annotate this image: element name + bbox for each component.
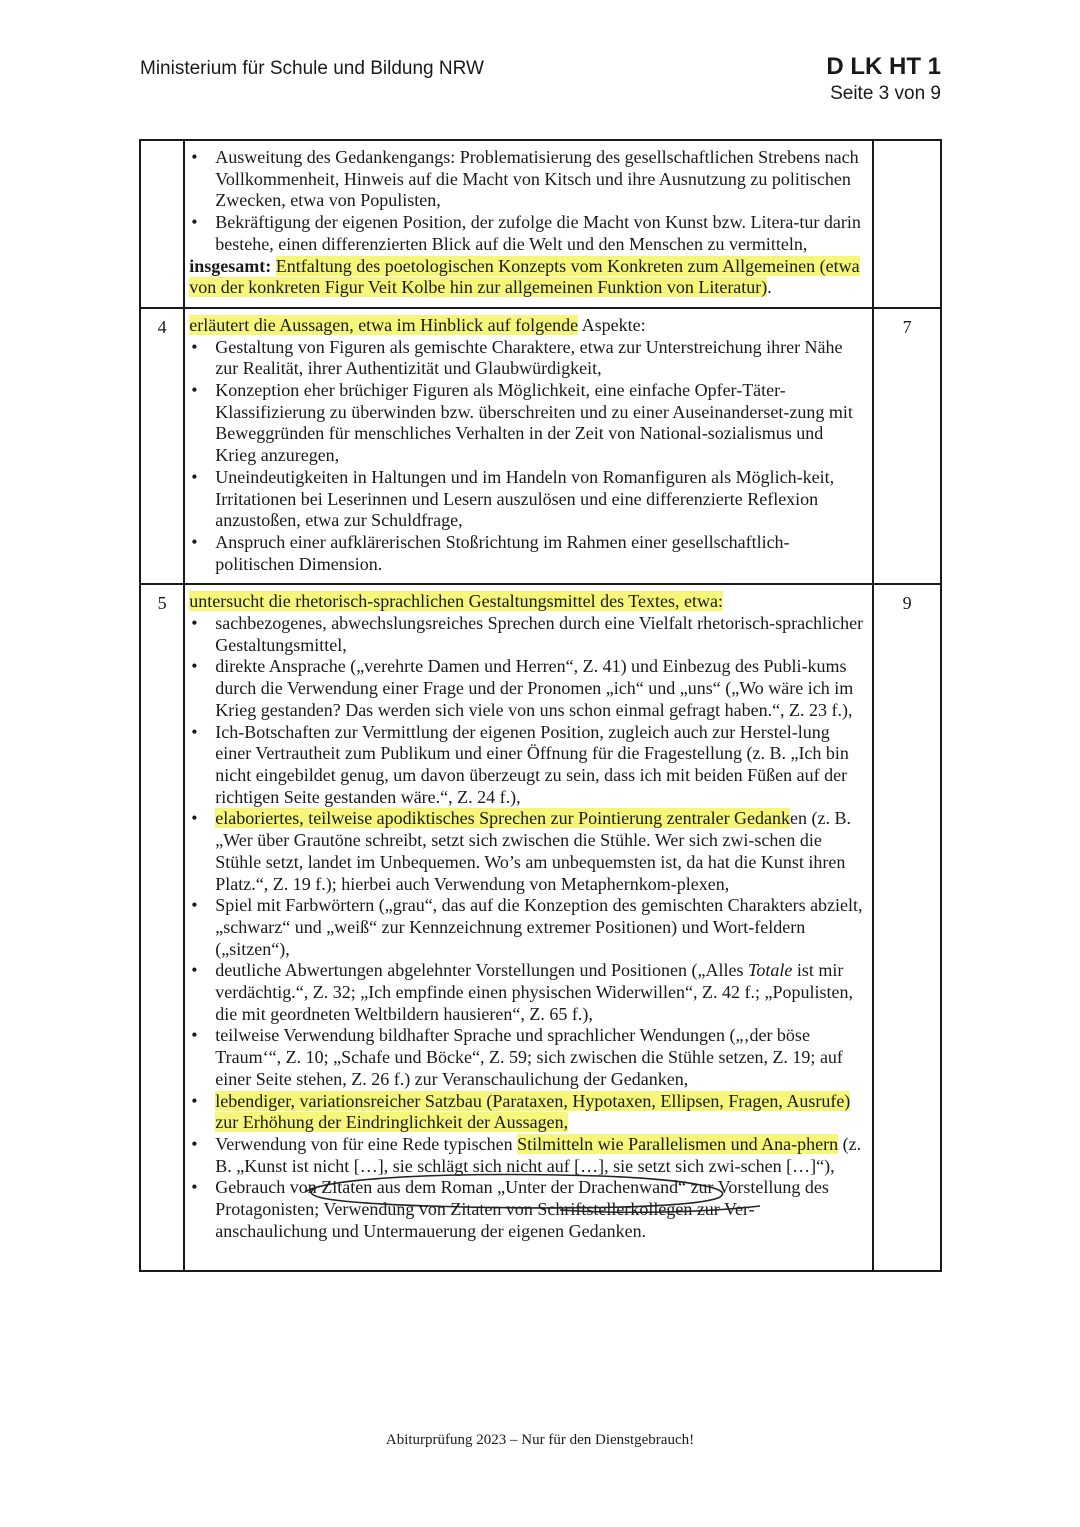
page-indicator: Seite 3 von 9 <box>830 83 941 104</box>
item-text: teilweise Verwendung bildhafter Sprache und sprachlicher Wendungen („‚der böse Traum‘“, Z. 10; „Schafe und Böcke“, Z. 59; sich zwischen die Stühle setzen, Z. 19; auf einer Seite stehen, Z. 26 f.) zur Veranschaulichung der Gedanken, <box>215 1025 843 1089</box>
requirement-cell <box>184 584 873 1271</box>
list-item <box>189 613 866 656</box>
table-row <box>140 140 941 308</box>
list-item <box>189 960 866 1025</box>
item-text: Spiel mit Farbwörtern („grau“, das auf die Konzeption des gemischten Charakters abzielt, „schwarz“ und „weiß“ zur Kennzeichnung extremer Positionen) und Wort-feldern („sitzen“), <box>215 895 863 959</box>
requirement-lead <box>189 591 866 613</box>
grading-table <box>139 139 942 1272</box>
item-text: en (z. B. „Wer über Grautöne schreibt, setzt sich zwischen die Stühle. Wer sich zwi-schen die Stühle setzt, landet im Unbequemen. Wo’s am unbequemsten ist, da hat die Kunst ihren Platz.“, Z. 19 f.); hierbei auch Verwendung von Metaphernkom-plexen, <box>215 808 852 894</box>
summary-end: . <box>767 277 772 298</box>
item-highlight: Stilmitteln wie Parallelismen und Ana-phern <box>517 1133 839 1154</box>
requirement-cell <box>184 308 873 584</box>
list-item: • Gestaltung von Figuren als gemischte Charaktere, etwa zur Unterstreichung ihrer Nähe zur Realität, ihrer Authentizität und Glaubwürdigkeit, <box>189 337 866 380</box>
list-item <box>189 1177 866 1242</box>
lead-highlight: untersucht die rhetorisch-sprachlichen Gestaltungsmittel des Textes, etwa: <box>189 591 724 612</box>
item-prefix: Verwendung von für eine Rede typischen <box>215 1133 518 1154</box>
points-cell <box>873 140 941 308</box>
summary-text: Entfaltung des poetologischen Konzepts vom Konkreten zum Allgemeinen (etwa von der konkreten Figur Veit Kolbe hin zur allgemeinen Funktion von Literatur) <box>189 255 860 298</box>
requirement-list <box>189 337 866 576</box>
item-text: Gebrauch von Zitaten aus dem Roman „Unter der Drachenwand“ zur Vorstellung des Protagonisten; Verwendung von Zitaten von Schriftstellerkollegen zur Ver-anschaulichung und Untermauerung der eigenen Gedanken. <box>215 1177 829 1241</box>
list-item <box>189 656 866 721</box>
task-number-cell: 4 <box>140 308 184 584</box>
item-highlight: lebendiger, variationsreicher Satzbau (Parataxen, Hypotaxen, Ellipsen, Fragen, Ausrufe) zur Erhöhung der Eindringlichkeit der Aussagen, <box>215 1090 851 1133</box>
item-text: (z. B. „Kunst ist nicht […], sie schlägt sich nicht auf […], sie setzt sich zwi-schen […]“), <box>215 1133 862 1176</box>
list-item <box>189 1134 866 1177</box>
item-prefix: deutliche Abwertungen abgelehnter Vorstellungen und Positionen („Alles <box>215 960 748 981</box>
list-item: • Konzeption eher brüchiger Figuren als Möglichkeit, eine einfache Opfer-Täter-Klassifizierung zu überwinden bzw. überschreiten und zu einer Auseinanderset-zung mit Beweggründen für menschliches Verhalten in der Zeit von National-sozialismus und Krieg anzuregen, <box>189 380 866 467</box>
item-text: direkte Ansprache („verehrte Damen und Herren“, Z. 41) und Einbezug des Publi-kums durch die Verwendung einer Frage und der Pronomen „ich“ und „uns“ („Wo wäre ich im Krieg gestanden? Das werden sich viele von uns schon einmal gefragt haben.“, Z. 23 f.), <box>215 656 854 720</box>
table-row <box>140 308 941 584</box>
document-code: D LK HT 1 <box>826 53 941 80</box>
requirement-cell <box>184 140 873 308</box>
page-footer: Abiturprüfung 2023 – Nur für den Dienstgebrauch! <box>385 1432 695 1448</box>
task-number-cell <box>140 140 184 308</box>
requirement-lead <box>189 315 866 337</box>
list-item <box>189 1025 866 1090</box>
list-item <box>189 895 866 960</box>
list-item: • Uneindeutigkeiten in Haltungen und im Handeln von Romanfiguren als Möglich-keit, Irritationen bei Leserinnen und Lesern auszulösen und eine differenzierte Reflexion anzustoßen, etwa zur Schuldfrage, <box>189 467 866 532</box>
list-item: • Bekräftigung der eigenen Position, der zufolge die Macht von Kunst bzw. Litera-tur darin bestehe, einen differenzierten Blick auf die Welt und den Menschen zu vermitteln, <box>189 212 866 255</box>
ministry-header: Ministerium für Schule und Bildung NRW <box>140 58 484 79</box>
table-row <box>140 584 941 1271</box>
points-cell: 7 <box>873 308 941 584</box>
list-item <box>189 1091 866 1134</box>
list-item <box>189 722 866 809</box>
item-emphasis: Totale <box>747 960 793 981</box>
lead-highlight: erläutert die Aussagen, etwa im Hinblick auf folgende <box>189 314 579 335</box>
requirement-list <box>189 613 866 1242</box>
lead-rest: Aspekte: <box>578 314 646 335</box>
item-text: sachbezogenes, abwechslungsreiches Sprechen durch eine Vielfalt rhetorisch-sprachlicher Gestaltungsmittel, <box>215 613 864 655</box>
requirement-list <box>189 147 866 256</box>
list-item <box>189 808 866 895</box>
list-item: • Anspruch einer aufklärerischen Stoßrichtung im Rahmen einer gesellschaftlich-politischen Dimension. <box>189 532 866 575</box>
item-highlight: elaboriertes, teilweise apodiktisches Sprechen zur Pointierung zentraler Gedank <box>215 808 791 829</box>
item-text: Ich-Botschaften zur Vermittlung der eigenen Position, zugleich auch zur Herstel-lung einer Vertrautheit zum Publikum und einer Öffnung für die Fragestellung (z. B. „Ich bin nicht eingebildet genug, um davon überzeugt zu sein, dass ich mit beiden Füßen auf der richtigen Seite gestanden wäre.“, Z. 24 f.), <box>215 721 849 807</box>
points-cell: 9 <box>873 584 941 1271</box>
document-code-block <box>826 52 941 106</box>
item-text: ist mir verdächtig.“, Z. 32; „Ich empfinde einen physischen Widerwillen“, Z. 42 f.; „Populisten, die mit geordneten Weltbildern hausieren“, Z. 65 f.), <box>215 960 854 1024</box>
list-item: • Ausweitung des Gedankengangs: Problematisierung des gesellschaftlichen Strebens nach Vollkommenheit, Hinweis auf die Macht von Kitsch und ihre Ausnutzung zu politischen Zwecken, etwa von Populisten, <box>189 147 866 212</box>
summary <box>189 256 866 299</box>
task-number-cell: 5 <box>140 584 184 1271</box>
summary-label: insgesamt: <box>189 255 272 276</box>
